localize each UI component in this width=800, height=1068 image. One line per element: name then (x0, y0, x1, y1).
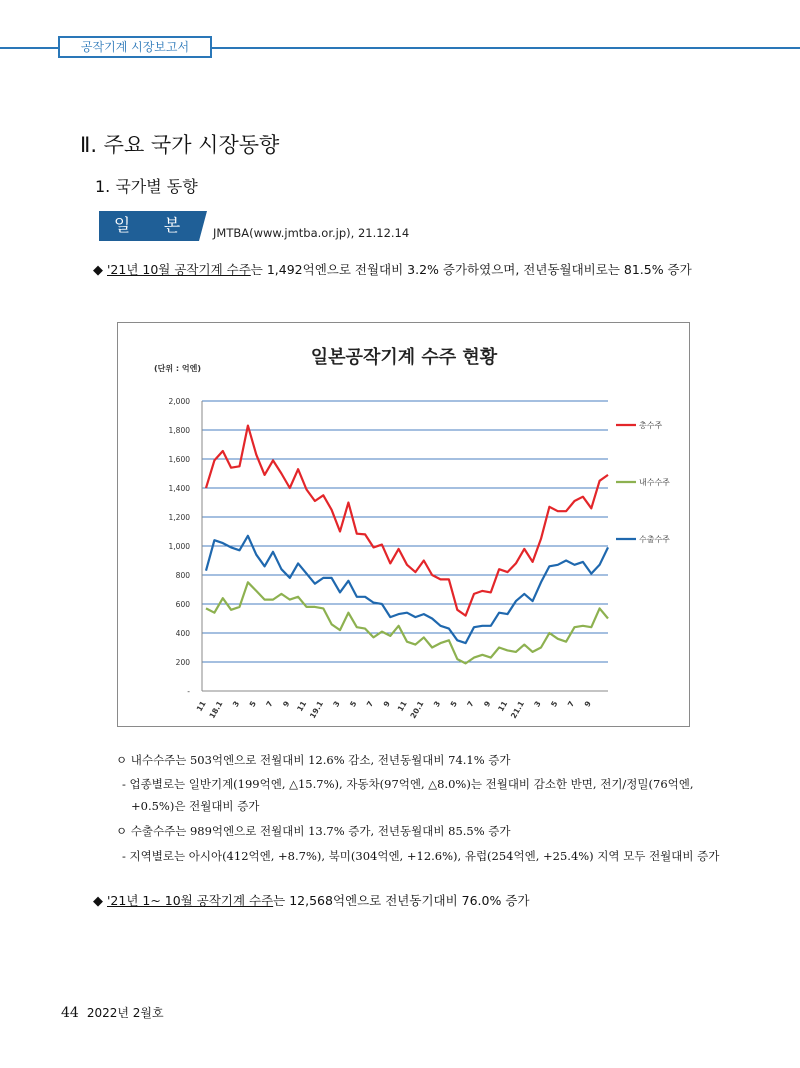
x-tick-label: 7 (565, 699, 577, 709)
y-tick-label: 1,400 (168, 484, 190, 493)
diamond-bullet-icon: ◆ (93, 894, 103, 909)
page-number: 44 (61, 1005, 79, 1021)
legend-label-total: 총수주 (639, 421, 663, 430)
x-tick-label: 3 (230, 699, 242, 709)
bullet-2-highlight: '21년 1~ 10월 공작기계 수주 (107, 893, 274, 908)
footer (61, 1004, 164, 1021)
x-tick-label: 21.1 (508, 699, 526, 721)
y-tick-label: - (187, 687, 190, 696)
series-line-domestic (206, 582, 608, 663)
x-tick-label: 20.1 (408, 699, 426, 721)
bullet-2 (93, 891, 530, 909)
x-tick-label: 11 (395, 699, 409, 714)
x-tick-label: 7 (364, 699, 376, 709)
x-tick-label: 3 (431, 699, 443, 709)
x-tick-label: 9 (482, 699, 493, 709)
subsection-title: 1. 국가별 동향 (95, 177, 198, 196)
country-badge (99, 211, 207, 241)
chart-unit-label: (단위 : 억엔) (154, 364, 201, 373)
x-tick-label: 3 (532, 699, 543, 709)
x-tick-label: 5 (348, 699, 359, 709)
y-tick-label: 200 (175, 658, 190, 667)
series-line-export (206, 536, 608, 643)
paragraph-domestic-detail: - 업종별로는 일반기계(199억엔, △15.7%), 자동차(97억엔, △8.0%)는 전월대비 감소한 반면, 전기/정밀(76억엔, (122, 777, 694, 791)
issue-label: 2022년 2월호 (86, 1006, 164, 1020)
bullet-1-text: 는 1,492억엔으로 전월대비 3.2% 증가하였으며, 전년동월대비로는 81.5% 증가 (250, 262, 692, 277)
paragraph-export-detail: - 지역별로는 아시아(412억엔, +8.7%), 북미(304억엔, +12.6%), 유럽(254억엔, +25.4%) 지역 모두 전월대비 증가 (122, 849, 720, 863)
source-citation: JMTBA(www.jmtba.or.jp), 21.12.14 (213, 226, 410, 240)
country-badge-label: 일 본 (113, 216, 195, 236)
x-tick-label: 7 (465, 699, 476, 709)
series-line-total (206, 426, 608, 616)
y-tick-label: 400 (175, 629, 190, 638)
y-tick-label: 1,200 (168, 513, 190, 522)
y-tick-label: 1,600 (168, 455, 190, 464)
x-tick-label: 9 (281, 699, 292, 709)
section-title: Ⅱ. 주요 국가 시장동향 (80, 133, 280, 157)
paragraph-export: ㅇ 수출수주는 989억엔으로 전월대비 13.7% 증가, 전년동월대비 85.5% 증가 (116, 824, 511, 838)
legend-label-domestic: 내수수주 (639, 478, 670, 487)
bullet-1 (93, 260, 692, 278)
paragraph-domestic: ㅇ 내수수주는 503억엔으로 전월대비 12.6% 감소, 전년동월대비 74.1% 증가 (116, 753, 511, 767)
x-tick-label: 9 (381, 699, 392, 709)
y-tick-label: 600 (175, 600, 190, 609)
bullet-1-highlight: '21년 10월 공작기계 수주 (107, 262, 251, 277)
y-tick-label: 2,000 (168, 397, 190, 406)
x-tick-label: 11 (496, 699, 510, 714)
x-tick-label: 11 (295, 699, 309, 714)
chart-frame (117, 322, 690, 727)
bullet-2-text: 는 12,568억엔으로 전년동기대비 76.0% 증가 (273, 893, 530, 908)
paragraph-domestic-detail-cont: +0.5%)은 전월대비 증가 (131, 799, 260, 813)
x-tick-label: 5 (549, 699, 560, 709)
x-tick-label: 3 (331, 699, 342, 709)
y-tick-label: 800 (175, 571, 190, 580)
x-tick-label: 18.1 (207, 699, 225, 721)
line-chart (118, 323, 691, 728)
x-tick-label: 11 (194, 699, 208, 714)
x-tick-label: 9 (582, 699, 593, 709)
chart-title: 일본공작기계 수주 현황 (310, 347, 498, 368)
x-tick-label: 7 (264, 699, 275, 709)
header-tab: 공작기계 시장보고서 (58, 36, 212, 58)
x-tick-label: 5 (448, 699, 459, 709)
x-tick-label: 19.1 (307, 699, 325, 721)
y-tick-label: 1,800 (168, 426, 190, 435)
legend-label-export: 수출수주 (639, 535, 670, 544)
y-tick-label: 1,000 (168, 542, 190, 551)
x-tick-label: 5 (247, 699, 258, 709)
diamond-bullet-icon: ◆ (93, 263, 103, 278)
